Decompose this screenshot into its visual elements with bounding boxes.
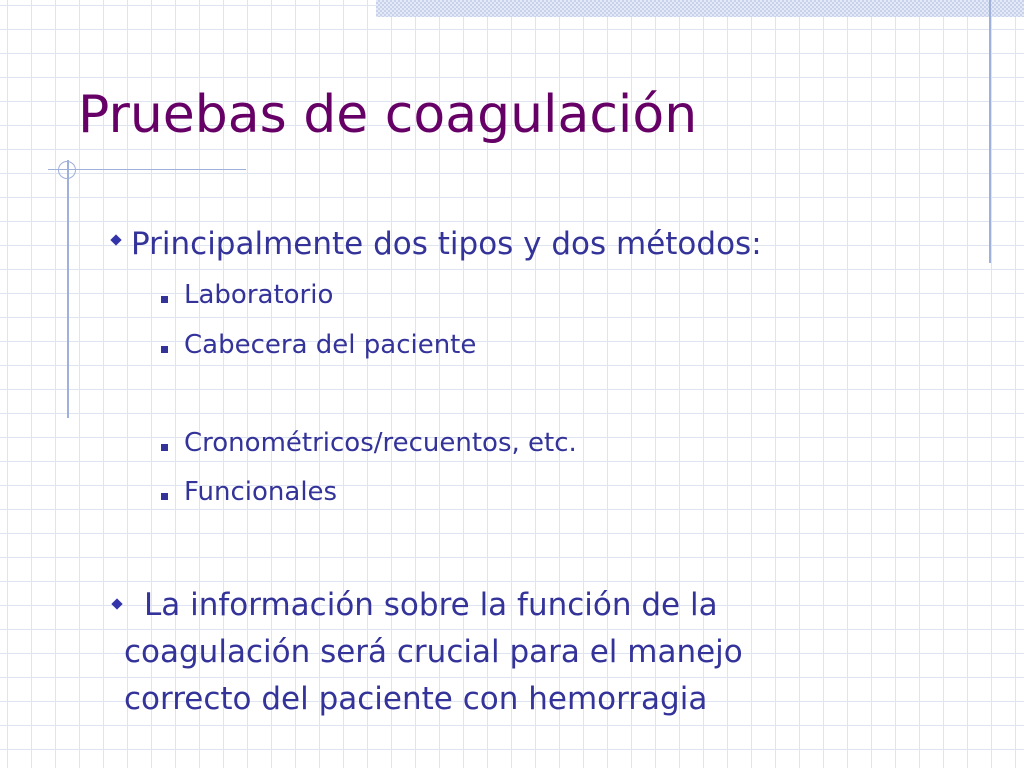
subitem-laboratorio: Laboratorio bbox=[184, 280, 334, 310]
diamond-bullet-icon bbox=[111, 598, 122, 609]
subitem-funcionales: Funcionales bbox=[184, 477, 338, 507]
square-bullet-icon bbox=[161, 493, 168, 500]
slide-title: Pruebas de coagulación bbox=[78, 85, 698, 145]
info-line-2: coagulación será crucial para el manejo bbox=[124, 634, 743, 670]
diamond-bullet-icon bbox=[110, 234, 121, 245]
title-underline bbox=[48, 169, 246, 170]
left-decorative-line bbox=[67, 160, 69, 418]
bullet-text-main: Principalmente dos tipos y dos métodos: bbox=[131, 226, 762, 262]
square-bullet-icon bbox=[161, 346, 168, 353]
top-decorative-pattern bbox=[376, 0, 1024, 17]
info-line-1: La información sobre la función de la bbox=[144, 587, 718, 623]
subitem-cabecera: Cabecera del paciente bbox=[184, 330, 477, 360]
info-line-3: correcto del paciente con hemorragia bbox=[124, 681, 708, 717]
right-decorative-line bbox=[989, 0, 991, 263]
square-bullet-icon bbox=[161, 444, 168, 451]
square-bullet-icon bbox=[161, 296, 168, 303]
subitem-cronometricos: Cronométricos/recuentos, etc. bbox=[184, 428, 577, 458]
crosshair-circle-icon bbox=[58, 161, 76, 179]
